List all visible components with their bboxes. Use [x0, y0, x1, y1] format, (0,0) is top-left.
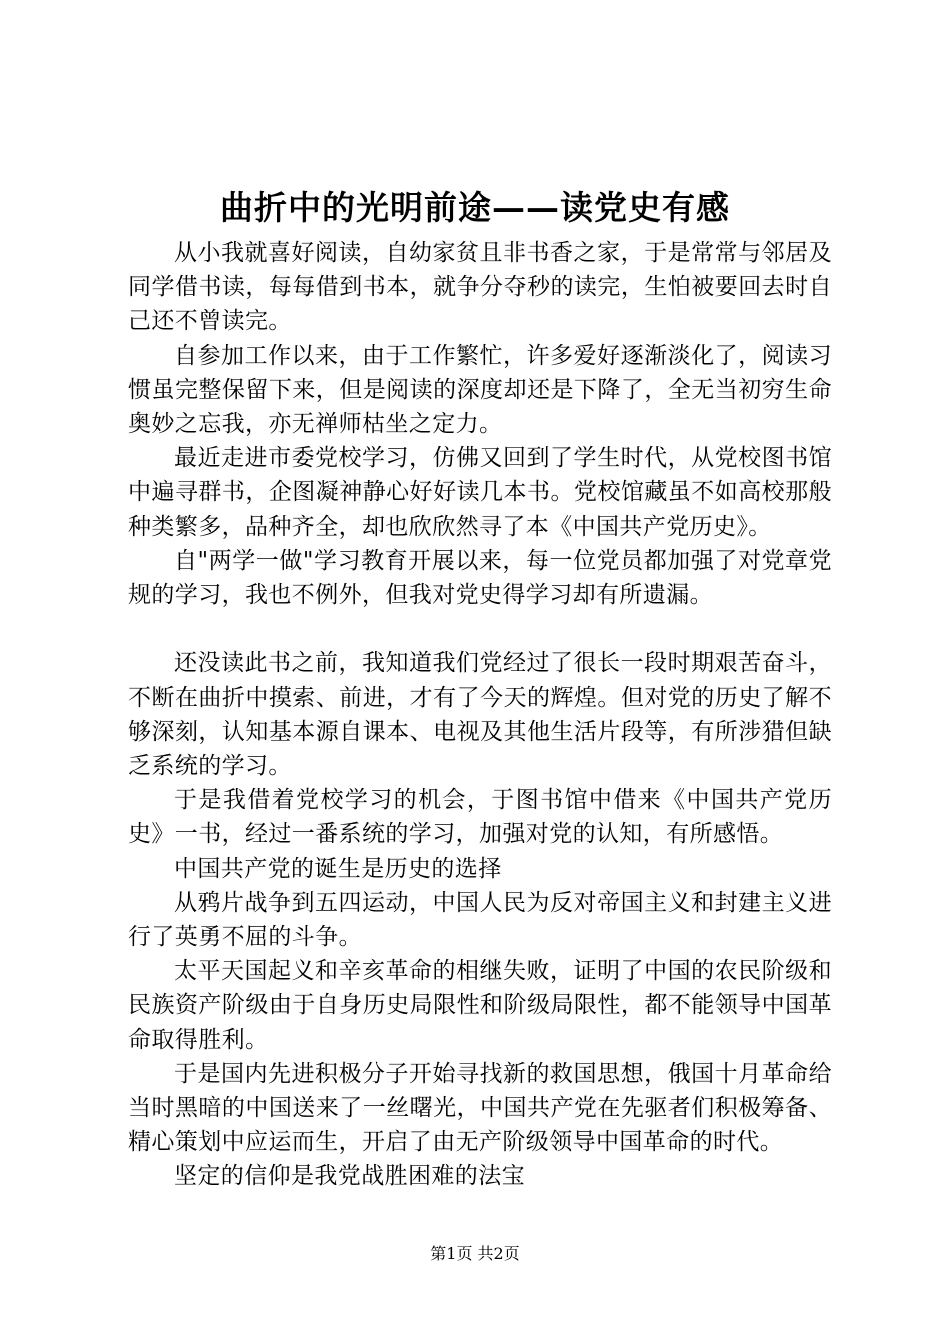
paragraph: 于是国内先进积极分子开始寻找新的救国思想，俄国十月革命给当时黑暗的中国送来了一丝曙光，中国共产党在先驱者们积极筹备、精心策划中应运而生，开启了由无产阶级领导中国革命的时代。 — [128, 1060, 832, 1156]
document-body — [128, 236, 832, 1194]
paragraph: 自参加工作以来，由于工作繁忙，许多爱好逐渐淡化了，阅读习惯虽完整保留下来，但是阅读的深度却还是下降了，全无当初穷生命奥妙之忘我，亦无禅师枯坐之定力。 — [128, 342, 832, 438]
section-heading: 中国共产党的诞生是历史的选择 — [174, 855, 502, 882]
document-title: 曲折中的光明前途——读党史有感 — [220, 188, 730, 227]
paragraph-gap — [128, 612, 832, 646]
paragraph: 还没读此书之前，我知道我们党经过了很长一段时期艰苦奋斗，不断在曲折中摸索、前进，才有了今天的辉煌。但对党的历史了解不够深刻，认知基本源自课本、电视及其他生活片段等，有所涉猎但缺乏系统的学习。 — [128, 650, 832, 780]
page-number: 第1页 共2页 — [430, 1244, 520, 1263]
paragraph: 最近走进市委党校学习，仿佛又回到了学生时代，从党校图书馆中遍寻群书，企图凝神静心好好读几本书。党校馆藏虽不如高校那般种类繁多，品种齐全，却也欣欣然寻了本《中国共产党历史》。 — [128, 445, 832, 540]
paragraph: 从小我就喜好阅读，自幼家贫且非书香之家，于是常常与邻居及同学借书读，每每借到书本，就争分夺秒的读完，生怕被要回去时自己还不曾读完。 — [128, 240, 832, 335]
paragraph: 于是我借着党校学习的机会，于图书馆中借来《中国共产党历史》一书，经过一番系统的学习，加强对党的认知，有所感悟。 — [128, 787, 832, 848]
paragraph: 太平天国起义和辛亥革命的相继失败，证明了中国的农民阶级和民族资产阶级由于自身历史局限性和阶级局限性，都不能领导中国革命取得胜利。 — [128, 958, 832, 1053]
paragraph: 自"两学一做"学习教育开展以来，每一位党员都加强了对党章党规的学习，我也不例外，但我对党史得学习却有所遗漏。 — [128, 547, 832, 609]
paragraph: 从鸦片战争到五四运动，中国人民为反对帝国主义和封建主义进行了英勇不屈的斗争。 — [128, 889, 832, 951]
section-heading: 坚定的信仰是我党战胜困难的法宝 — [174, 1163, 525, 1190]
